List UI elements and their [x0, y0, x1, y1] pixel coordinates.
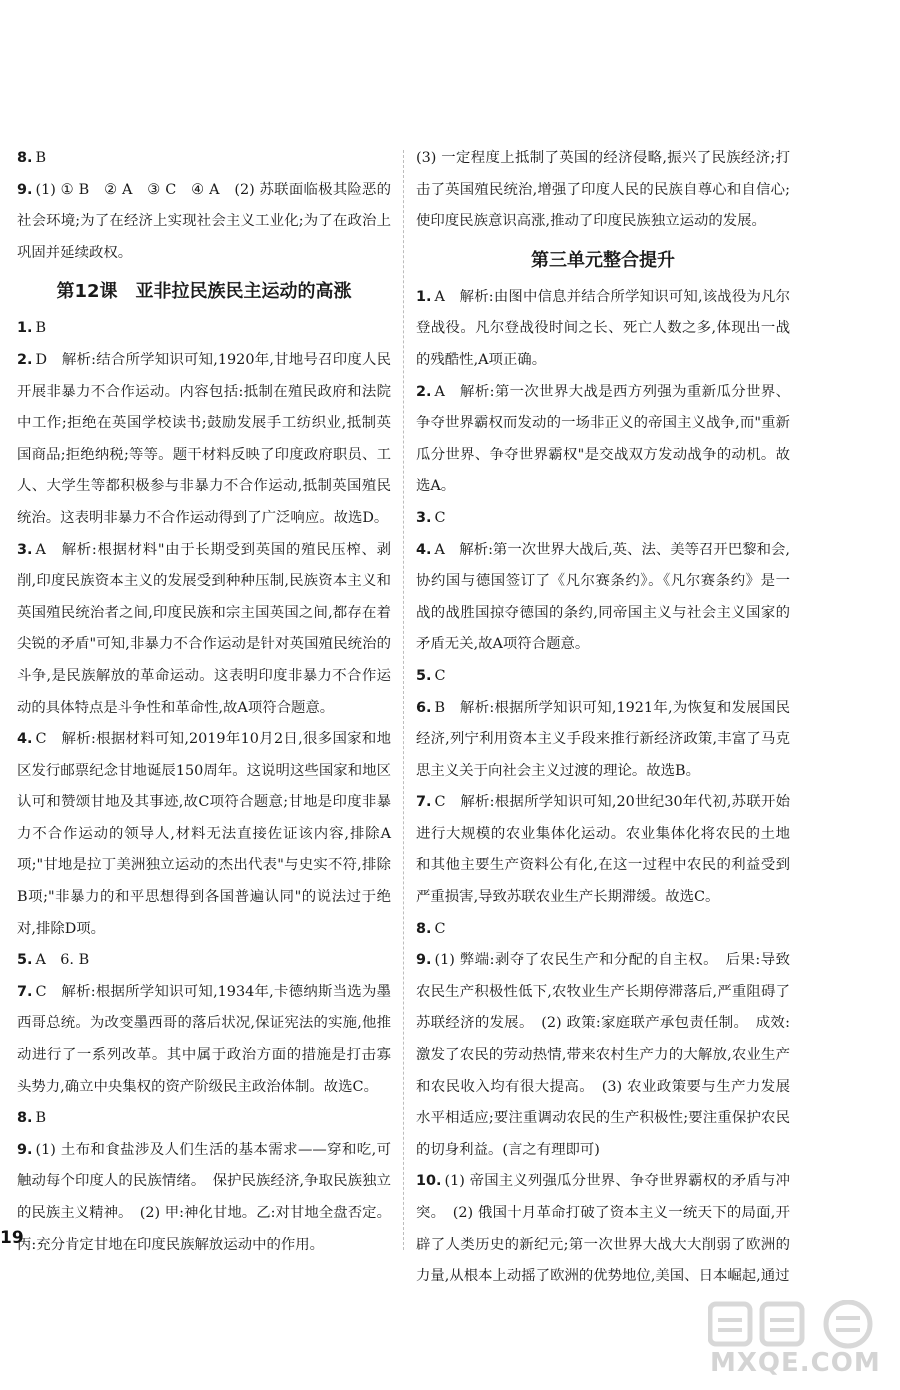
- question-number: 1.: [17, 320, 33, 337]
- answer-item: [17, 535, 391, 725]
- page-number: 19: [0, 1228, 24, 1248]
- answer-item: [416, 535, 790, 661]
- question-number: 5.: [416, 667, 432, 684]
- answer-text: B: [35, 320, 47, 337]
- question-number: 8.: [17, 150, 33, 166]
- answer-item: [17, 977, 391, 1103]
- answer-item: [416, 503, 790, 535]
- answer-text: C 解析:根据所学知识可知,1934年,卡德纳斯当选为墨西哥总统。为改变墨西哥的落后状况,保证宪法的实施,他推动进行了一系列改革。其中属于政治方面的措施是打击寡头势力,确立中央集权的资产阶级民主政治体制。故选C。: [17, 983, 391, 1095]
- answer-item: [17, 1135, 391, 1261]
- answer-item: [416, 377, 790, 503]
- question-number: 3.: [17, 541, 33, 558]
- answer-item: [17, 175, 391, 270]
- question-number: 9.: [416, 952, 432, 969]
- question-number: 4.: [17, 731, 33, 748]
- answer-text: C 解析:根据所学知识可知,20世纪30年代初,苏联开始进行大规模的农业集体化运动。农业集体化将农民的土地和其他主要生产资料公有化,在这一过程中农民的利益受到严重损害,导致苏联农业生产长期滞缓。故选C。: [416, 794, 790, 906]
- column-divider: [403, 150, 404, 1250]
- watermark: [708, 1300, 894, 1384]
- answer-item: [416, 1166, 790, 1292]
- question-number: 6.: [416, 699, 432, 716]
- answer-text: (1) 弊端:剥夺了农民生产和分配的自主权。 后果:导致农民生产积极性低下,农牧业生产长期停滞落后,严重阻碍了苏联经济的发展。 (2) 政策:家庭联产承包责任制。 成效:激发了农民的劳动热情,带来农村生产力的大解放,农业生产和农民收入均有很大提高。 (3) 农业政策要与生产力发展水平相适应;要注重调动农民的生产积极性;要注重保护农民的切身利益。(言之有理即可): [416, 952, 790, 1158]
- answer-item: [416, 143, 790, 238]
- section-heading: 第三单元整合提升: [531, 249, 675, 271]
- question-number: 2.: [17, 351, 33, 368]
- question-number: 9.: [17, 1141, 33, 1158]
- answer-text: (3) 一定程度上抵制了英国的经济侵略,振兴了民族经济;打击了英国殖民统治,增强了印度人民的民族自尊心和自信心;使印度民族意识高涨,推动了印度民族独立运动的发展。: [416, 150, 790, 230]
- answer-text: C: [434, 667, 446, 684]
- answer-text: B 解析:根据所学知识可知,1921年,为恢复和发展国民经济,列宁利用资本主义手段来推行新经济政策,丰富了马克思主义关于向社会主义过渡的理论。故选B。: [416, 699, 790, 779]
- question-number: 3.: [416, 509, 432, 526]
- answer-text: (1) 土布和食盐涉及人们生活的基本需求——穿和吃,可触动每个印度人的民族情绪。 保护民族经济,争取民族独立的民族主义精神。 (2) 甲:神化甘地。乙:对甘地全盘否定。丙:充分肯定甘地在印度民族解放运动中的作用。: [17, 1141, 391, 1253]
- answer-text: A 解析:第一次世界大战是西方列强为重新瓜分世界、争夺世界霸权而发动的一场非正义的帝国主义战争,而"重新瓜分世界、争夺世界霸权"是交战双方发动战争的动机。故选A。: [416, 383, 790, 495]
- answer-text: C: [434, 920, 446, 937]
- question-number: 5.: [17, 952, 33, 969]
- question-number: 10.: [416, 1173, 442, 1190]
- answer-text: D 解析:结合所学知识可知,1920年,甘地号召印度人民开展非暴力不合作运动。内容包括:抵制在殖民政府和法院中工作;拒绝在英国学校读书;鼓励发展手工纺织业,抵制英国商品;拒绝纳税;等等。题干材料反映了印度政府职员、工人、大学生等都积极参与非暴力不合作运动,抵制英国殖民统治。这表明非暴力不合作运动得到了广泛响应。故选D。: [17, 351, 391, 526]
- answer-text: B: [35, 150, 47, 166]
- answer-text: A 解析:第一次世界大战后,英、法、美等召开巴黎和会,协约国与德国签订了《凡尔赛条约》。《凡尔赛条约》是一战的战胜国掠夺德国的条约,同帝国主义与社会主义国家的矛盾无关,故A项符合题意。: [416, 541, 790, 653]
- question-number: 7.: [17, 983, 33, 1000]
- answer-text: A 解析:由图中信息并结合所学知识可知,该战役为凡尔登战役。凡尔登战役时间之长、死亡人数之多,体现出一战的残酷性,A项正确。: [416, 288, 790, 368]
- question-number: 4.: [416, 541, 432, 558]
- answer-text: A 解析:根据材料"由于长期受到英国的殖民压榨、剥削,印度民族资本主义的发展受到种种压制,民族资本主义和英国殖民统治者之间,印度民族和宗主国英国之间,都存在着尖锐的矛盾"可知,非暴力不合作运动是针对英国殖民统治的斗争,是民族解放的革命运动。这表明印度非暴力不合作运动的具体特点是斗争性和革命性,故A项符合题意。: [17, 541, 391, 716]
- answer-text: A 6. B: [35, 952, 90, 969]
- section-heading: 第12课 亚非拉民族民主运动的高涨: [56, 281, 352, 303]
- answer-item: [416, 787, 790, 913]
- answer-item: [416, 914, 790, 946]
- answer-item: [17, 724, 391, 945]
- left-column: [17, 143, 391, 1261]
- question-number: 1.: [416, 288, 432, 305]
- answer-text: B: [35, 1110, 47, 1127]
- answer-item: [416, 693, 790, 788]
- watermark-text: MXQE.COM: [710, 1348, 881, 1378]
- answer-item: [17, 313, 391, 345]
- answer-item: [17, 143, 391, 175]
- question-number: 7.: [416, 794, 432, 811]
- question-number: 9.: [17, 181, 33, 198]
- answer-text: (1) ① B ② A ③ C ④ A (2) 苏联面临极其险恶的社会环境;为了在经济上实现社会主义工业化;为了在政治上巩固并延续政权。: [17, 181, 391, 261]
- answer-item: [416, 945, 790, 1166]
- answer-item: [17, 1103, 391, 1135]
- answer-item: [17, 945, 391, 977]
- right-column: [416, 143, 790, 1293]
- answer-item: [416, 282, 790, 377]
- answer-item: [17, 345, 391, 535]
- question-number: 2.: [416, 383, 432, 400]
- question-number: 8.: [17, 1110, 33, 1127]
- answer-text: (1) 帝国主义列强瓜分世界、争夺世界霸权的矛盾与冲突。 (2) 俄国十月革命打破了资本主义一统天下的局面,开辟了人类历史的新纪元;第一次世界大战大大削弱了欧洲的力量,从根本上动摇了欧洲的优势地位,美国、日本崛起,通过: [416, 1173, 790, 1285]
- question-number: 8.: [416, 920, 432, 937]
- watermark-logo-icon: [708, 1300, 894, 1352]
- answer-text: C 解析:根据材料可知,2019年10月2日,很多国家和地区发行邮票纪念甘地诞辰150周年。这说明这些国家和地区认可和赞颂甘地及其事迹,故C项符合题意;甘地是印度非暴力不合作运动的领导人,材料无法直接佐证该内容,排除A项;"甘地是拉丁美洲独立运动的杰出代表"与史实不符,排除B项;"非暴力的和平思想得到各国普遍认同"的说法过于绝对,排除D项。: [17, 731, 391, 937]
- answer-text: C: [434, 509, 446, 526]
- answer-item: [416, 661, 790, 693]
